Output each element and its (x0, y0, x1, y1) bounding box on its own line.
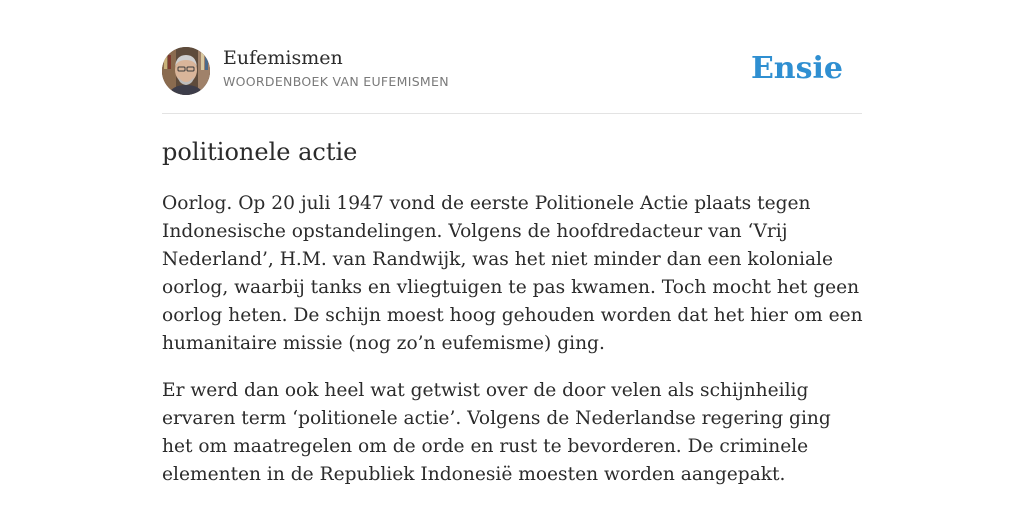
definition-paragraph-1: Oorlog. Op 20 juli 1947 vond de eerste Politionele Actie plaats tegen Indonesische opstandelingen. Volgens de hoofdredacteur van ‘Vrij Nederland’, H.M. van Randwijk, was het niet minder dan een koloniale oorlog, waarbij tanks en vliegtuigen te pas kwamen. Toch mocht het geen oorlog heten. De schijn moest hoog gehouden worden dat het hier om een humanitaire missie (nog zo’n eufemisme) ging. (162, 193, 863, 354)
author-subtitle[interactable]: WOORDENBOEK VAN EUFEMISMEN (223, 74, 449, 89)
definition-paragraph-2: Er werd dan ook heel wat getwist over de door velen als schijnheilig ervaren term ‘politionele actie’. Volgens de Nederlandse regering ging het om maatregelen om de orde en rust te bevorderen. De criminele elementen in de Republiek Indonesië moesten worden aangepakt. (162, 380, 831, 485)
author-name[interactable]: Eufemismen (223, 47, 343, 69)
avatar-photo-icon (162, 47, 210, 95)
page-title: politionele actie (162, 138, 358, 166)
page-container (162, 46, 863, 485)
header (162, 46, 862, 114)
brand-logo[interactable]: Ensie (750, 51, 843, 86)
avatar[interactable] (162, 47, 210, 95)
